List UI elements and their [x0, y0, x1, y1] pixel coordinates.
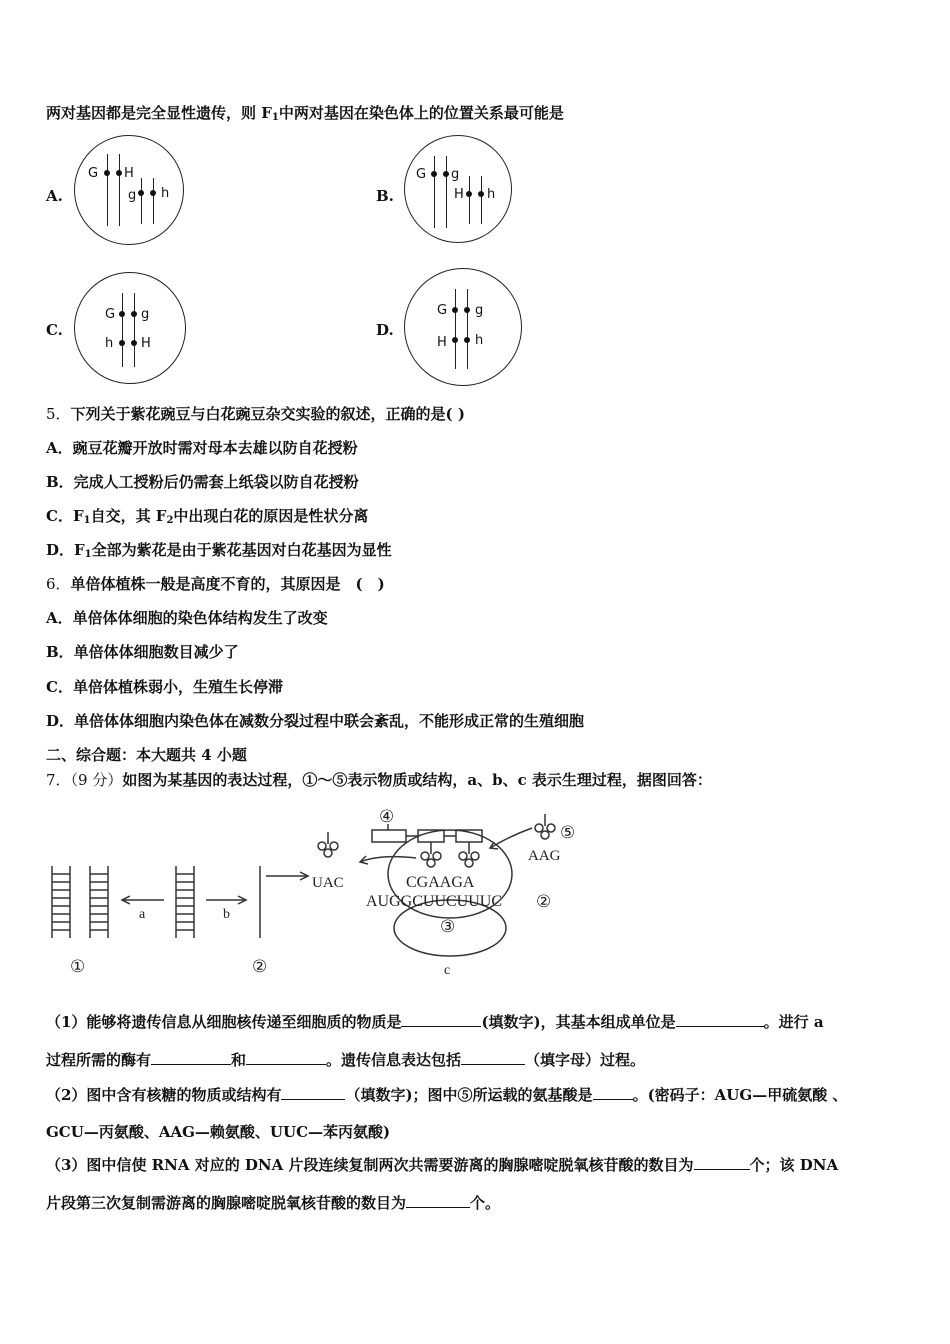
answer-blank[interactable]: [461, 1050, 525, 1065]
gene-dot: [452, 307, 458, 313]
gene-dot: [104, 170, 110, 176]
chromosome: [467, 289, 468, 369]
answer-blank[interactable]: [246, 1050, 326, 1065]
figure-label-b: b: [223, 907, 230, 922]
q5-option-d: D．$F_1$全部为紫花是由于紫花基因对白花基因为显性: [46, 541, 392, 560]
gene-dot: [431, 171, 437, 177]
figure-circle-1: ①: [70, 957, 86, 976]
option-b-cell-diagram: [404, 135, 512, 243]
chromosome: [446, 156, 447, 228]
figure-circle-2-bottom: ②: [252, 957, 268, 976]
q6-option-c: C．单倍体植株弱小，生殖生长停滞: [46, 678, 283, 696]
chromosome: [455, 289, 456, 369]
gene-label: H: [437, 335, 447, 350]
chromosome: [141, 178, 142, 224]
answer-blank[interactable]: [694, 1155, 750, 1170]
figure-circle-2-right: ②: [536, 892, 552, 911]
gene-label: g: [141, 307, 150, 322]
gene-label: g: [128, 188, 137, 203]
q5-option-b: B．完成人工授粉后仍需套上纸袋以防自花授粉: [46, 473, 359, 491]
gene-dot: [478, 191, 484, 197]
q7-part1-line1: （1）能够将遗传信息从细胞核传递至细胞质的物质是 (填数字)，其基本组成单位是 。进行 a: [46, 1013, 824, 1031]
gene-dot: [464, 337, 470, 343]
option-c-label: C.: [46, 321, 63, 339]
gene-label: H: [124, 166, 134, 181]
gene-dot: [131, 340, 137, 346]
option-c-cell-diagram: [74, 272, 186, 384]
gene-dot: [119, 340, 125, 346]
answer-blank[interactable]: [151, 1050, 231, 1065]
figure-circle-5: ⑤: [560, 823, 576, 842]
q5-option-c: C．$F_1$自交，其 $F_2$中出现白花的原因是性状分离: [46, 507, 369, 526]
gene-label: G: [437, 303, 448, 318]
chromosome: [153, 178, 154, 224]
answer-blank[interactable]: [406, 1193, 470, 1208]
q7-part3-line1: （3）图中信使 RNA 对应的 DNA 片段连续复制两次共需要游离的胸腺嘧啶脱氧核苷酸的数目为 个；该 DNA: [46, 1156, 839, 1174]
gene-label: H: [454, 187, 464, 202]
q7-part3-line2: 片段第三次复制需游离的胸腺嘧啶脱氧核苷酸的数目为 个。: [46, 1194, 501, 1212]
option-b-label: B.: [376, 187, 394, 205]
gene-label: h: [161, 186, 170, 201]
gene-label: g: [451, 167, 460, 182]
figure-label-c: c: [444, 963, 451, 978]
option-a-cell-diagram: [74, 135, 184, 245]
answer-blank[interactable]: [281, 1085, 345, 1100]
section-heading: 二、综合题：本大题共 4 小题: [46, 746, 247, 764]
answer-blank[interactable]: [676, 1012, 764, 1027]
chromosome: [122, 293, 123, 367]
q7-stem: 7．（9 分）如图为某基因的表达过程，①～⑤表示物质或结构，a、b、c 表示生理过程，据图回答：: [46, 771, 712, 789]
chromosome: [107, 154, 108, 226]
q6-option-d: D．单倍体体细胞内染色体在减数分裂过程中联会紊乱，不能形成正常的生殖细胞: [46, 712, 585, 730]
answer-blank[interactable]: [401, 1012, 481, 1027]
chromosome: [434, 156, 435, 228]
figure-circle-3: ③: [440, 917, 456, 936]
q7-part2-line1: （2）图中含有核糖的物质或结构有 （填数字)；图中⑤所运载的氨基酸是 。(密码子：AUG—甲硫氨酸 、: [46, 1086, 848, 1104]
gene-dot: [119, 311, 125, 317]
gene-label: h: [105, 336, 114, 351]
chromosome: [134, 293, 135, 367]
gene-label: H: [141, 336, 151, 351]
q7-part2-line2: GCU—丙氨酸、AAG—赖氨酸、UUC—苯丙氨酸): [46, 1123, 391, 1141]
gene-dot: [131, 311, 137, 317]
gene-label: h: [475, 333, 484, 348]
gene-dot: [452, 337, 458, 343]
gene-label: G: [88, 166, 99, 181]
gene-dot: [466, 191, 472, 197]
option-d-cell-diagram: [404, 268, 522, 386]
figure-mrna-sequence: AUGGCUUCUUUC: [366, 893, 503, 910]
gene-dot: [464, 307, 470, 313]
chromosome: [469, 176, 470, 224]
q6-stem: 6．单倍体植株一般是高度不育的，其原因是 ( ): [46, 575, 385, 593]
chromosome: [119, 154, 120, 226]
gene-dot: [116, 170, 122, 176]
q5-option-a: A．豌豆花瓣开放时需对母本去雄以防自花授粉: [46, 439, 358, 457]
figure-label-a: a: [139, 907, 146, 922]
gene-dot: [150, 190, 156, 196]
figure-anticodon-aag: AAG: [528, 848, 561, 864]
chromosome: [481, 176, 482, 224]
gene-expression-figure: [40, 800, 600, 985]
q6-option-b: B．单倍体体细胞数目减少了: [46, 643, 239, 661]
figure-anticodons-on-ribosome: CGAAGA: [406, 874, 475, 891]
gene-label: g: [475, 303, 484, 318]
figure-circle-4: ④: [379, 807, 395, 826]
option-d-label: D.: [376, 321, 394, 339]
q5-stem: 5．下列关于紫花豌豆与白花豌豆杂交实验的叙述，正确的是( ): [46, 405, 465, 423]
gene-dot: [443, 171, 449, 177]
answer-blank[interactable]: [593, 1085, 633, 1100]
q7-part1-line2: 过程所需的酶有 和 。遗传信息表达包括 （填字母）过程。: [46, 1051, 646, 1069]
figure-anticodon-uac: UAC: [312, 875, 344, 891]
option-a-label: A.: [46, 187, 63, 205]
gene-dot: [138, 190, 144, 196]
q6-option-a: A．单倍体体细胞的染色体结构发生了改变: [46, 609, 328, 627]
gene-label: G: [416, 167, 427, 182]
gene-label: G: [105, 307, 116, 322]
gene-label: h: [487, 187, 496, 202]
intro-line: 两对基因都是完全显性遗传，则 $F_1$中两对基因在染色体上的位置关系最可能是: [46, 104, 564, 123]
